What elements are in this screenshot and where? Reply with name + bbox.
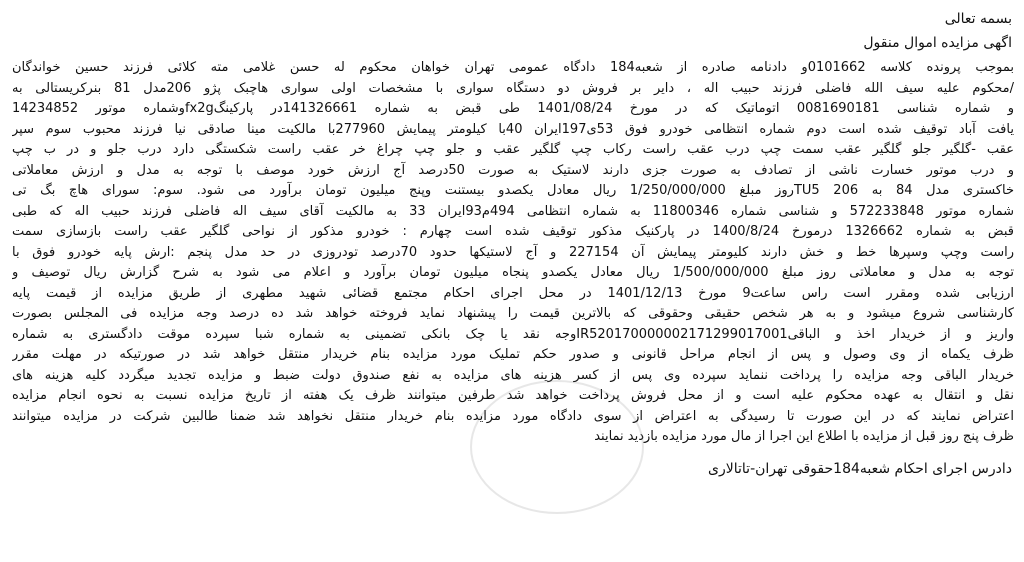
body-line-15: ظرف یکماه از وی وصول و پس از انجام مراحل قانونی و صدور حکم تملیک مورد مزایده بنام خریدار منتقل خواهد شد در صورتیکه در مهلت مقرر bbox=[12, 347, 1014, 362]
body-line-19: ظرف پنج روز قبل از مزایده با اطلاع این اجرا از مال مورد مزایده بازدید نمایند bbox=[594, 429, 1014, 444]
body-line-14: واریز و از خریدار اخذ و الباقیIR520170000002171299017001وجه نقد یا چک بانکی تضمینی به شماره شبا سپرده موقت دادگستری به شماره bbox=[12, 326, 1014, 342]
body-line-12: ارزیابی شده ومقرر است راس ساعت9 مورخ 1401/12/13 در محل اجرای احکام مجتمع قضائی شهید مطهری از طریق مزایده از قیمت پایه bbox=[12, 285, 1014, 301]
body-line-9: قبض به شماره 1326662 درمورخ 1400/8/24 در پارکنیک مذکور توقیف شده است چهارم : خودرو مذکور از نواحی گلگیر عقب راست بازسازی سمت bbox=[12, 224, 1014, 239]
body-line-3: و شماره شناسی 0081690181 اتوماتیک که در مورخ 1401/08/24 طی قبض به شماره 141326661در پارکینگfx2gوشماره موتور 14234852 bbox=[12, 101, 1014, 116]
body-line-6: و درب موتور خسارت ناشی از تصادف به صورت جزی دارند لاستیک به صورت 50درصد آج ارزش خورد موصف با توجه به مدل و ارزش معاملاتی bbox=[12, 162, 1014, 178]
signature: دادرس اجرای احکام شعبه184حقوقی تهران-تاتالاری bbox=[708, 460, 1012, 477]
body-line-10: راست وچپ وسپرها خط و خش دارند کلیومتر پیمایش آن 227154 و آج لاستیکها حدود 70درصد تودروزی در حد مدل پنجم :ارش پایه خودرو فوق با bbox=[12, 244, 1014, 260]
invocation-heading: بسمه تعالی bbox=[944, 11, 1012, 27]
notice-body bbox=[12, 58, 1014, 448]
body-line-17: نقل و انتقال به عهده محکوم علیه است و از محل فروش پرداخت خواهد شد طرفین میتوانند ظرف یک هفته از تاریخ مزایده نسبت به نحوه انجام مزایده bbox=[12, 388, 1014, 403]
body-line-5: عقب -گلگیر جلو گلگیر عقب سمت چپ درب عقب راست رکاب چپ گلگیر عقب و جلو چپ چراغ خر عقب راست شکستگی دارد درب جلو و در ب چپ bbox=[12, 142, 1014, 157]
body-line-8: شماره موتور 572233848 و شناسی شماره 11800346 به شماره انتظامی 494م93ایران 33 به مالکیت آقای سیف اله فاضلی فرزند حبیب اله که طبی bbox=[12, 203, 1014, 219]
body-line-4: یافت آباد توقیف شده است دوم شماره انتظامی خودرو فوق 53ی197ایران 40با کیلومتر پیمایش 277960با مالکیت مینا صادقی نیا فرزند محبوب سوم سپر bbox=[12, 121, 1014, 137]
body-line-2: /محکوم علیه سیف الله فاضلی فرزند حبیب اله ، دایر بر فروش دو دستگاه سواری با مشخصات اولی سواری هاچبک پژو 206مدل 81 بنرکریستالی به bbox=[12, 80, 1014, 96]
body-line-16: خریدار الباقی وجه مزایده را پرداخت ننماید سپرده وی پس از کسر هزینه های مزایده به نفع صندوق دولت ضبط و مزایده تجدید میگردد کلیه هزینه های bbox=[12, 367, 1014, 383]
body-line-18: اعتراض نمایند که در این صورت تا رسیدگی به اعتراض از سوی دادگاه مورد مزایده بنام خریدار منتقل نخواهد شد ضمنا طالبین شرکت در مزایده میتوانند bbox=[12, 408, 1014, 424]
body-line-7: خاکستری مدل 84 به 206 TU5روز مبلغ 1/250/000/000 ریال معادل یکصدو بیستنت وپنج میلیون تومان برآورد می شود. سوم: سورای هاچ بگ تی bbox=[12, 183, 1014, 198]
notice-title: اگهی مزایده اموال منقول bbox=[863, 35, 1012, 51]
body-line-13: کارشناسی شروع میشود و به هر شخص حقیقی وحقوقی که بالاترین قیمت را پیشنهاد نماید فروخته خواهد شد ده درصد وجه مزایده فی المجلس بصورت bbox=[12, 306, 1014, 321]
body-line-11: توجه به مدل و معاملاتی روز مبلغ 1/500/000/000 ریال معادل یکصدو پنجاه میلیون تومان برآورد و اعلام می شود به شرح گزارش ریال توصیف و bbox=[12, 265, 1014, 280]
body-line-1: بموجب پرونده کلاسه 0101662و دادنامه صادره از شعبه184 دادگاه عمومی تهران خواهان محکوم له حسن غلامی مته کلائی فرزند حسین خواندگان bbox=[12, 60, 1014, 75]
